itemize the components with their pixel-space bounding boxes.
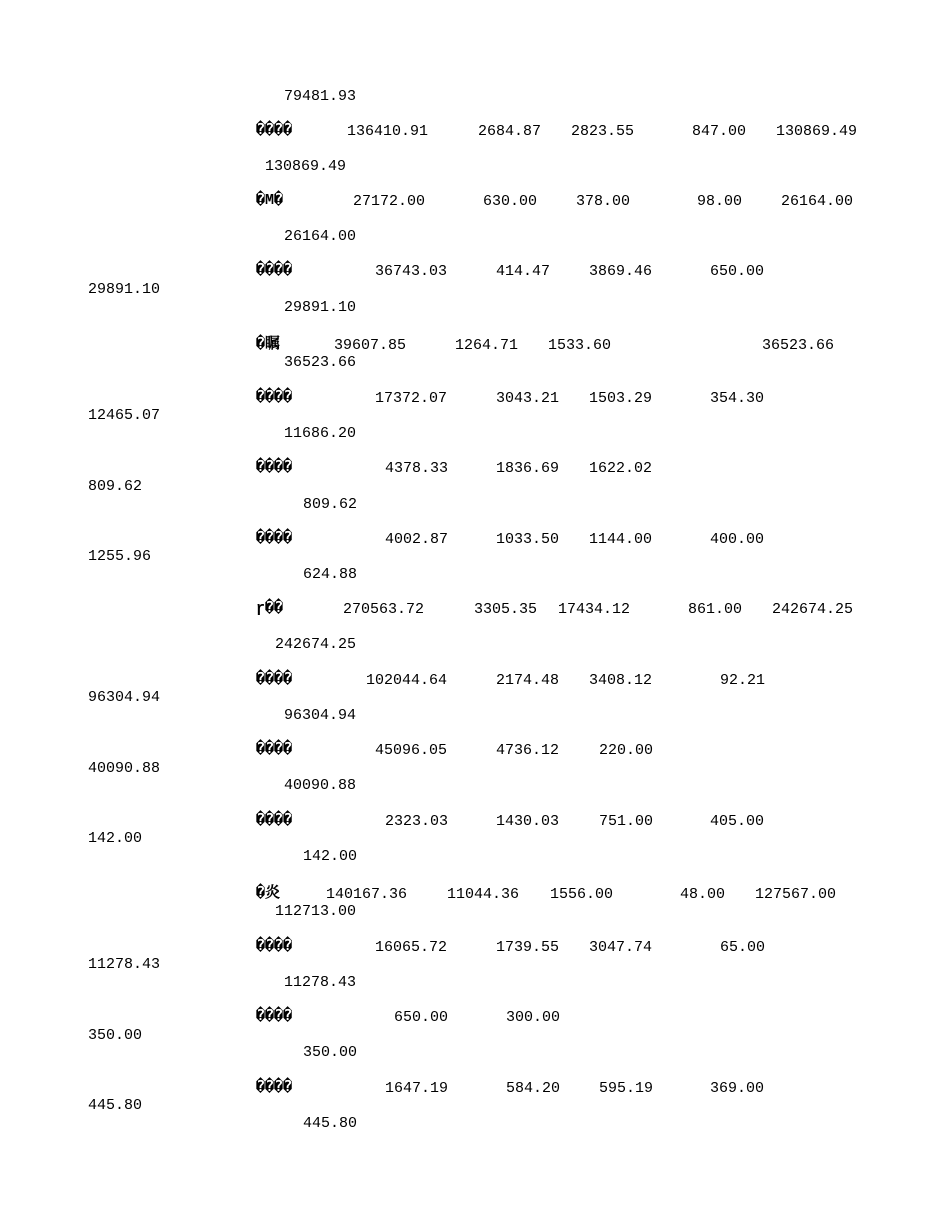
row-value-2: 2174.48 (496, 672, 560, 689)
row-value-5: 36523.66 (762, 337, 835, 354)
row-value-1: 140167.36 (326, 886, 408, 903)
row-value-4: 405.00 (710, 813, 765, 830)
row-total: 242674.25 (275, 636, 357, 653)
row-value-4: 98.00 (697, 193, 743, 210)
row-value-2: 1836.69 (496, 460, 560, 477)
row-value-1: 2323.03 (385, 813, 449, 830)
row-value-2: 1264.71 (455, 337, 519, 354)
row-value-1: 4002.87 (385, 531, 449, 548)
row-total: 112713.00 (275, 903, 357, 920)
row-total: 11686.20 (284, 425, 357, 442)
row-value-3: 751.00 (599, 813, 654, 830)
row-value-3: 3869.46 (589, 263, 653, 280)
row-value-1: 45096.05 (375, 742, 448, 759)
row-value-1: 270563.72 (343, 601, 425, 618)
row-name: �瞩 (256, 336, 281, 353)
row-total: 445.80 (303, 1115, 358, 1132)
row-name: ���� (256, 671, 293, 688)
row-name: ���� (256, 1079, 293, 1096)
row-total: 36523.66 (284, 354, 357, 371)
row-value-3: 1144.00 (589, 531, 653, 548)
row-value-2: 4736.12 (496, 742, 560, 759)
row-value-1: 17372.07 (375, 390, 448, 407)
row-name: �炎 (256, 885, 281, 902)
row-value-2: 3043.21 (496, 390, 560, 407)
row-name: ���� (256, 530, 293, 547)
row-value-2: 300.00 (506, 1009, 561, 1026)
row-value-1: 136410.91 (347, 123, 429, 140)
row-value-2: 1430.03 (496, 813, 560, 830)
row-name: ɼ�� (256, 600, 284, 617)
row-value-2: 1033.50 (496, 531, 560, 548)
row-value-2: 2684.87 (478, 123, 542, 140)
row-value-1: 36743.03 (375, 263, 448, 280)
row-value-3: 3408.12 (589, 672, 653, 689)
row-value-4: 369.00 (710, 1080, 765, 1097)
row-left-value: 40090.88 (88, 760, 161, 777)
row-value-4: 861.00 (688, 601, 743, 618)
row-total: 130869.49 (265, 158, 347, 175)
row-left-value: 12465.07 (88, 407, 161, 424)
row-value-3: 3047.74 (589, 939, 653, 956)
row-name: ���� (256, 389, 293, 406)
row-value-5: 26164.00 (781, 193, 854, 210)
row-left-value: 96304.94 (88, 689, 161, 706)
row-left-value: 350.00 (88, 1027, 143, 1044)
row-value-4: 48.00 (680, 886, 726, 903)
row-value-3: 220.00 (599, 742, 654, 759)
row-value-1: 27172.00 (353, 193, 426, 210)
row-value-2: 584.20 (506, 1080, 561, 1097)
row-name: ���� (256, 812, 293, 829)
row-value-1: 650.00 (394, 1009, 449, 1026)
row-name: ���� (256, 262, 293, 279)
row-total: 624.88 (303, 566, 358, 583)
row-value-1: 1647.19 (385, 1080, 449, 1097)
row-left-value: 29891.10 (88, 281, 161, 298)
row-name: ���� (256, 1008, 293, 1025)
row-value-3: 378.00 (576, 193, 631, 210)
row-value-5: 127567.00 (755, 886, 837, 903)
row-name: ���� (256, 459, 293, 476)
row-value-4: 354.30 (710, 390, 765, 407)
row-name: �M� (256, 192, 284, 209)
row-value-5: 130869.49 (776, 123, 858, 140)
row-left-value: 1255.96 (88, 548, 152, 565)
row-value-2: 11044.36 (447, 886, 520, 903)
row-value-5: 242674.25 (772, 601, 854, 618)
row-total: 809.62 (303, 496, 358, 513)
row-name: ���� (256, 741, 293, 758)
row-value-3: 2823.55 (571, 123, 635, 140)
row-total: 350.00 (303, 1044, 358, 1061)
row-name: ���� (256, 122, 293, 139)
row-value-2: 414.47 (496, 263, 551, 280)
row-value-4: 92.21 (720, 672, 766, 689)
row-total: 79481.93 (284, 88, 357, 105)
row-left-value: 445.80 (88, 1097, 143, 1114)
row-total: 11278.43 (284, 974, 357, 991)
row-value-2: 1739.55 (496, 939, 560, 956)
row-total: 26164.00 (284, 228, 357, 245)
row-value-4: 400.00 (710, 531, 765, 548)
row-left-value: 11278.43 (88, 956, 161, 973)
row-value-3: 1622.02 (589, 460, 653, 477)
row-value-1: 4378.33 (385, 460, 449, 477)
row-total: 29891.10 (284, 299, 357, 316)
row-value-1: 102044.64 (366, 672, 448, 689)
row-value-4: 65.00 (720, 939, 766, 956)
row-value-4: 650.00 (710, 263, 765, 280)
row-total: 96304.94 (284, 707, 357, 724)
row-value-1: 16065.72 (375, 939, 448, 956)
row-value-3: 595.19 (599, 1080, 654, 1097)
row-left-value: 142.00 (88, 830, 143, 847)
row-total: 40090.88 (284, 777, 357, 794)
row-value-3: 1533.60 (548, 337, 612, 354)
row-value-4: 847.00 (692, 123, 747, 140)
row-total: 142.00 (303, 848, 358, 865)
row-value-3: 1556.00 (550, 886, 614, 903)
row-value-3: 1503.29 (589, 390, 653, 407)
row-value-3: 17434.12 (558, 601, 631, 618)
row-value-2: 3305.35 (474, 601, 538, 618)
row-name: ���� (256, 938, 293, 955)
row-value-2: 630.00 (483, 193, 538, 210)
row-left-value: 809.62 (88, 478, 143, 495)
row-value-1: 39607.85 (334, 337, 407, 354)
